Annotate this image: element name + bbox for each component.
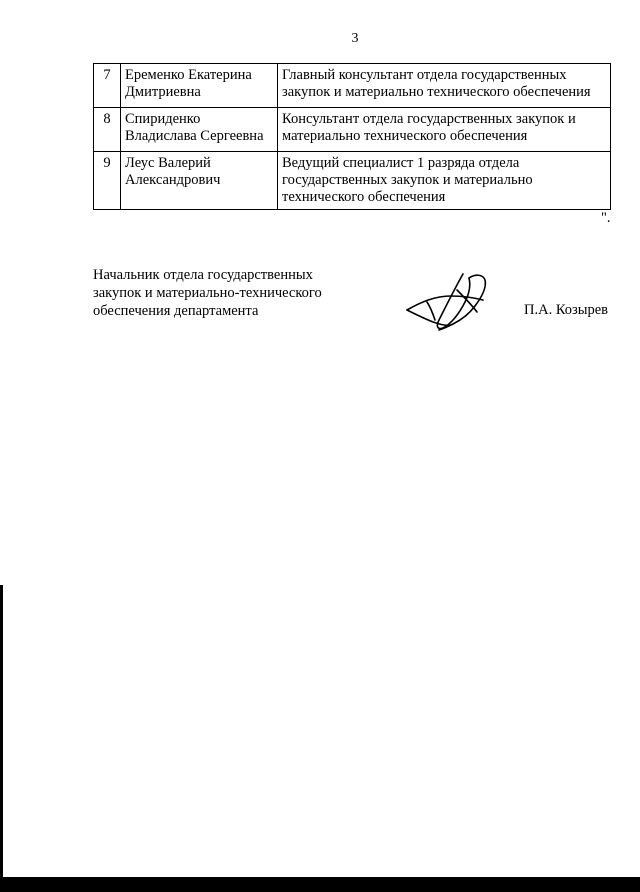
signatory-title-line: обеспечения департамента: [93, 303, 259, 319]
employee-position: Главный консультант отдела государственных закупок и материально технического обеспечения: [278, 64, 611, 108]
table-row: [94, 152, 611, 210]
employee-name: Спириденко Владислава Сергеевна: [121, 108, 278, 152]
employee-name: Леус Валерий Александрович: [121, 152, 278, 210]
employee-name: Еременко Екатерина Дмитриевна: [121, 64, 278, 108]
closing-quote: ".: [601, 210, 611, 226]
signer-name: П.А. Козырев: [524, 302, 609, 318]
employee-position: Консультант отдела государственных закупок и материально технического обеспечения: [278, 108, 611, 152]
table-row: [94, 108, 611, 152]
row-number: 9: [94, 152, 121, 210]
signatory-title-line: Начальник отдела государственных: [93, 267, 313, 283]
scan-edge-bottom: [0, 877, 640, 892]
table-row: [94, 64, 611, 108]
signatory-title-line: закупок и материально-технического: [93, 285, 322, 301]
page-number: 3: [351, 31, 359, 46]
scan-edge-left: [0, 585, 3, 877]
row-number: 7: [94, 64, 121, 108]
handwritten-signature: [405, 268, 495, 338]
employee-position: Ведущий специалист 1 разряда отдела государственных закупок и материально технического обеспечения: [278, 152, 611, 210]
signatory-title: [93, 266, 353, 320]
staff-table: [93, 63, 611, 210]
row-number: 8: [94, 108, 121, 152]
